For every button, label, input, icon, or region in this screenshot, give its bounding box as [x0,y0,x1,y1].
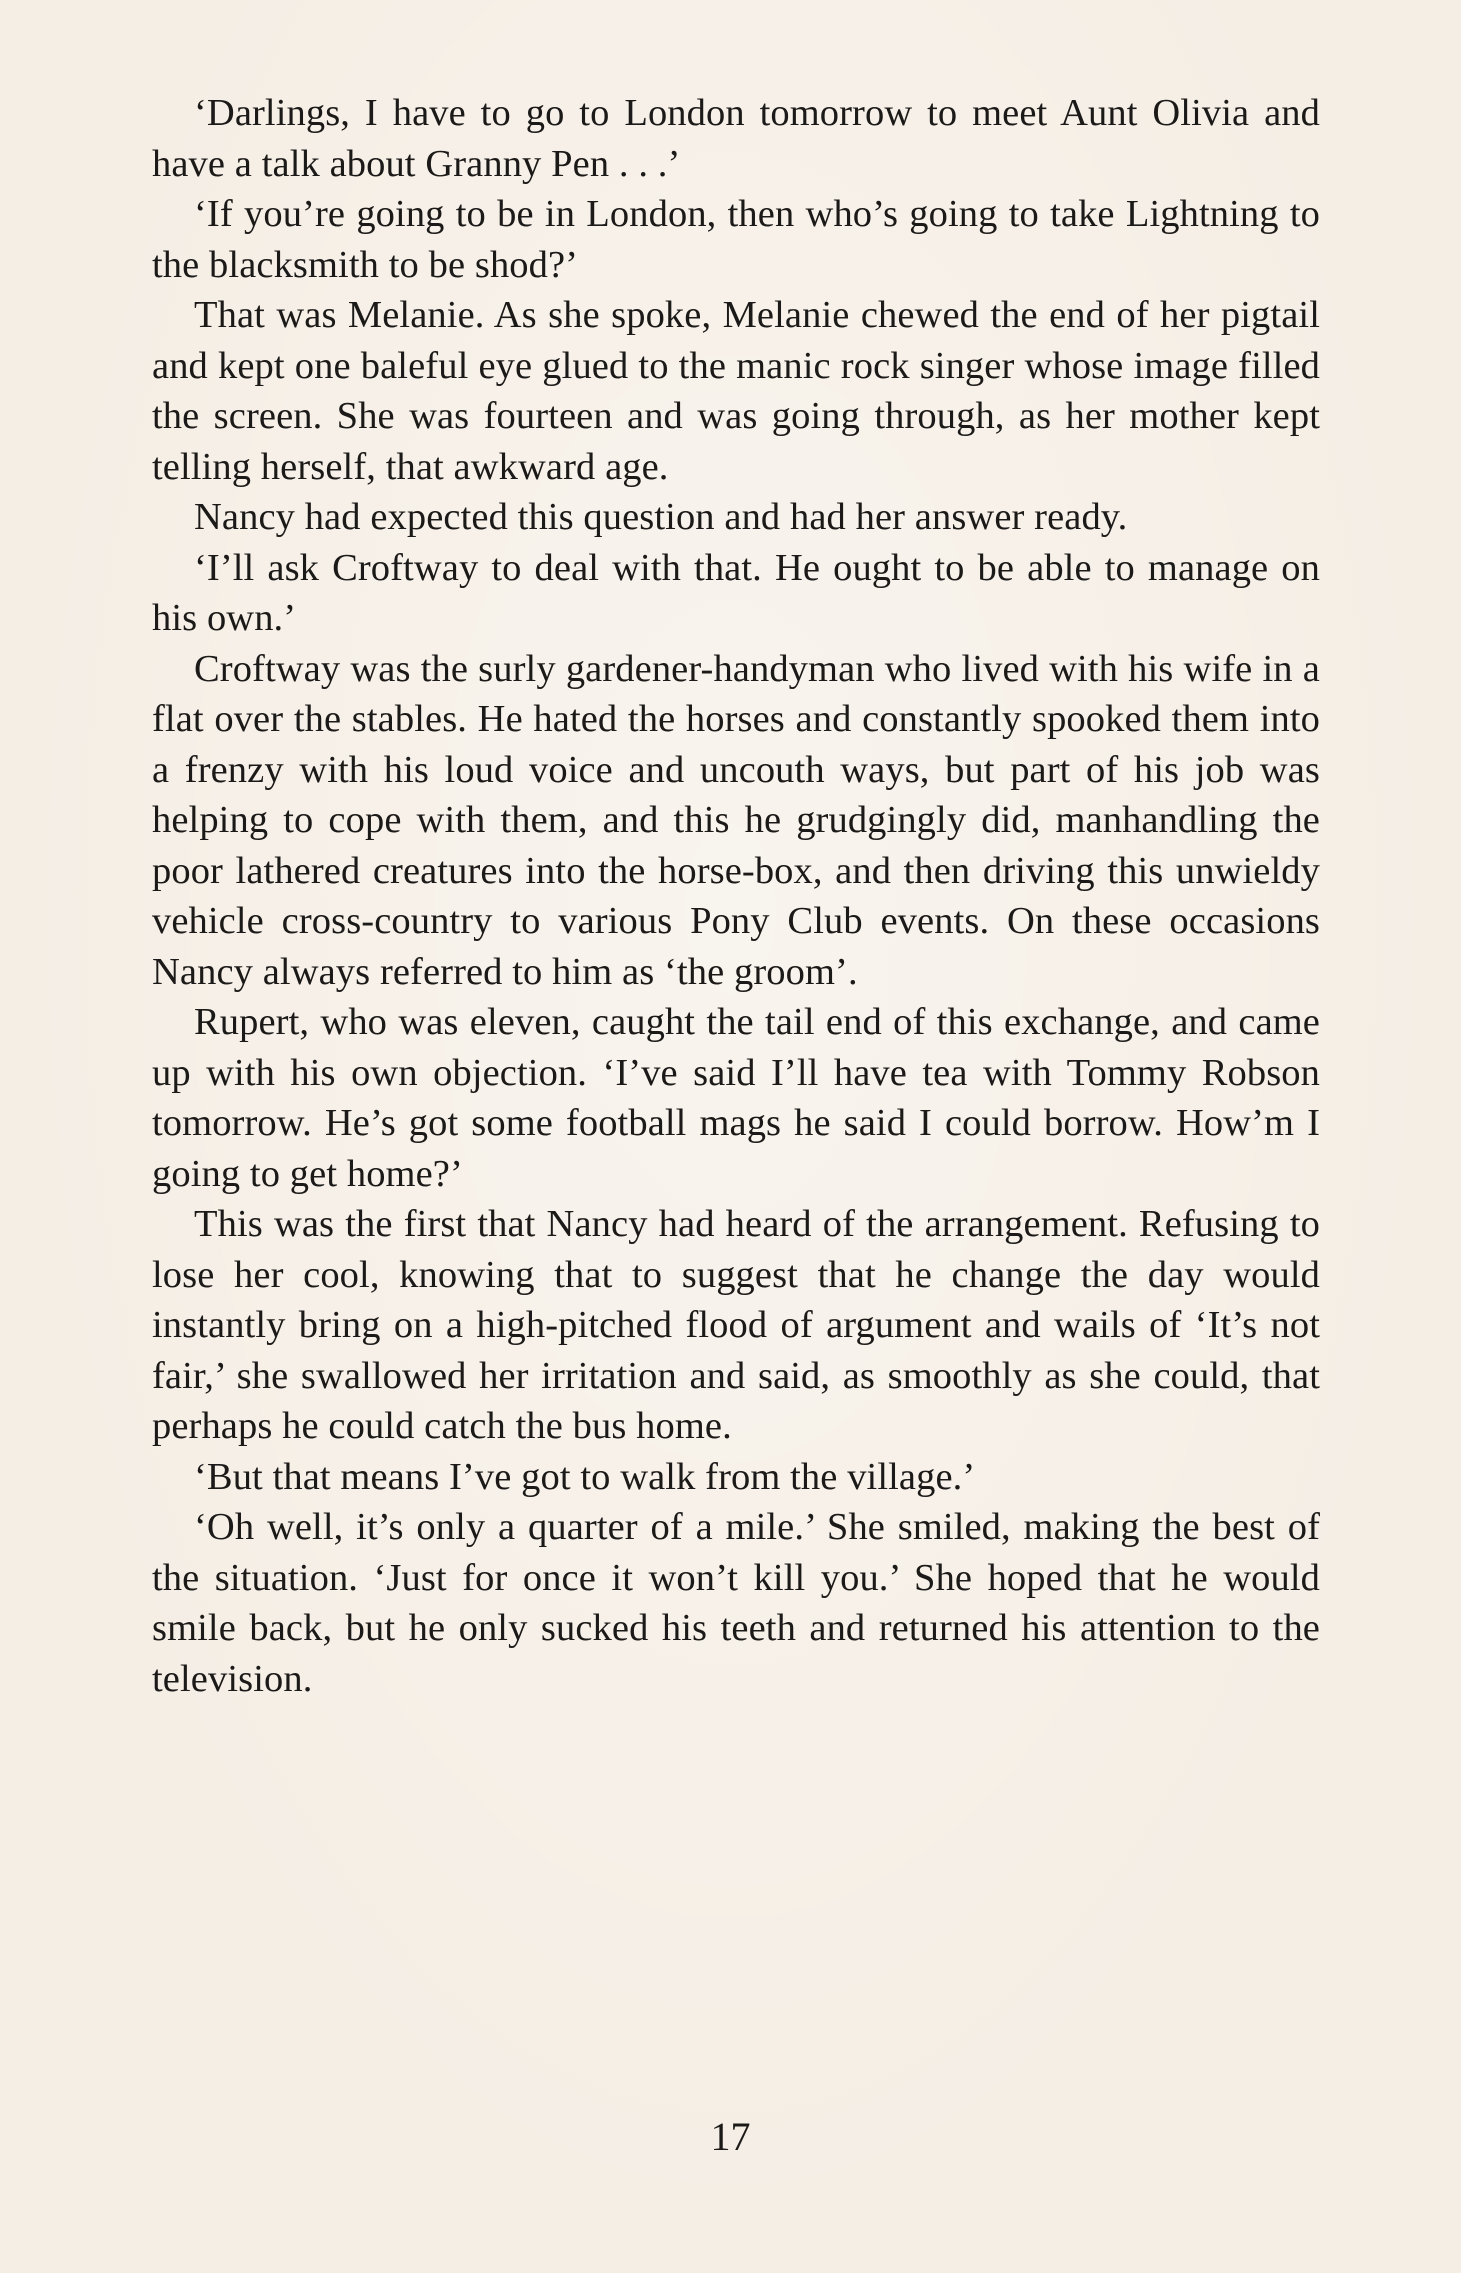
page-number: 17 [710,2114,751,2159]
paragraph: ‘Oh well, it’s only a quarter of a mile.’ She smiled, making the best of the situation. ‘Just for once it won’t kill you.’ She hoped that he would smile back, but he only sucked his teeth and returned his attention to the television. [152,1506,1320,1700]
paragraph: ‘Darlings, I have to go to London tomorrow to meet Aunt Olivia and have a talk about Granny Pen . . .’ [152,92,1320,185]
paragraph: ‘I’ll ask Croftway to deal with that. He ought to be able to manage on his own.’ [152,546,1320,639]
paragraph: ‘But that means I’ve got to walk from the village.’ [194,1455,976,1498]
body-text [152,88,1320,1704]
paragraph: This was the first that Nancy had heard of the arrangement. Refusing to lose her cool, knowing that to suggest that he change the day would instantly bring on a high-pitched flood of argument and wails of ‘It’s not fair,’ she swallowed her irritation and said, as smoothly as she could, that perhaps he could catch the bus home. [152,1203,1320,1447]
paragraph: Rupert, who was eleven, caught the tail end of this exchange, and came up with his own objection. ‘I’ve said I’ll have tea with Tommy Robson tomorrow. He’s got some football mags he said I could borrow. How’m I going to get home?’ [152,1001,1320,1195]
paragraph: Croftway was the surly gardener-handyman who lived with his wife in a flat over the stables. He hated the horses and constantly spooked them into a frenzy with his loud voice and uncouth ways, but part of his job was helping to cope with them, and this he grudgingly did, manhandling the poor lathered creatures into the horse-box, and then driving this unwieldy vehicle cross-country to various Pony Club events. On these occasions Nancy always referred to him as ‘the groom’. [152,647,1320,993]
paragraph: Nancy had expected this question and had her answer ready. [194,496,1128,538]
paragraph: That was Melanie. As she spoke, Melanie chewed the end of her pigtail and kept one baleful eye glued to the manic rock singer whose image filled the screen. She was fourteen and was going through, as her mother kept telling herself, that awkward age. [152,294,1320,488]
paragraph: ‘If you’re going to be in London, then who’s going to take Lightning to the blacksmith to be shod?’ [152,193,1320,286]
